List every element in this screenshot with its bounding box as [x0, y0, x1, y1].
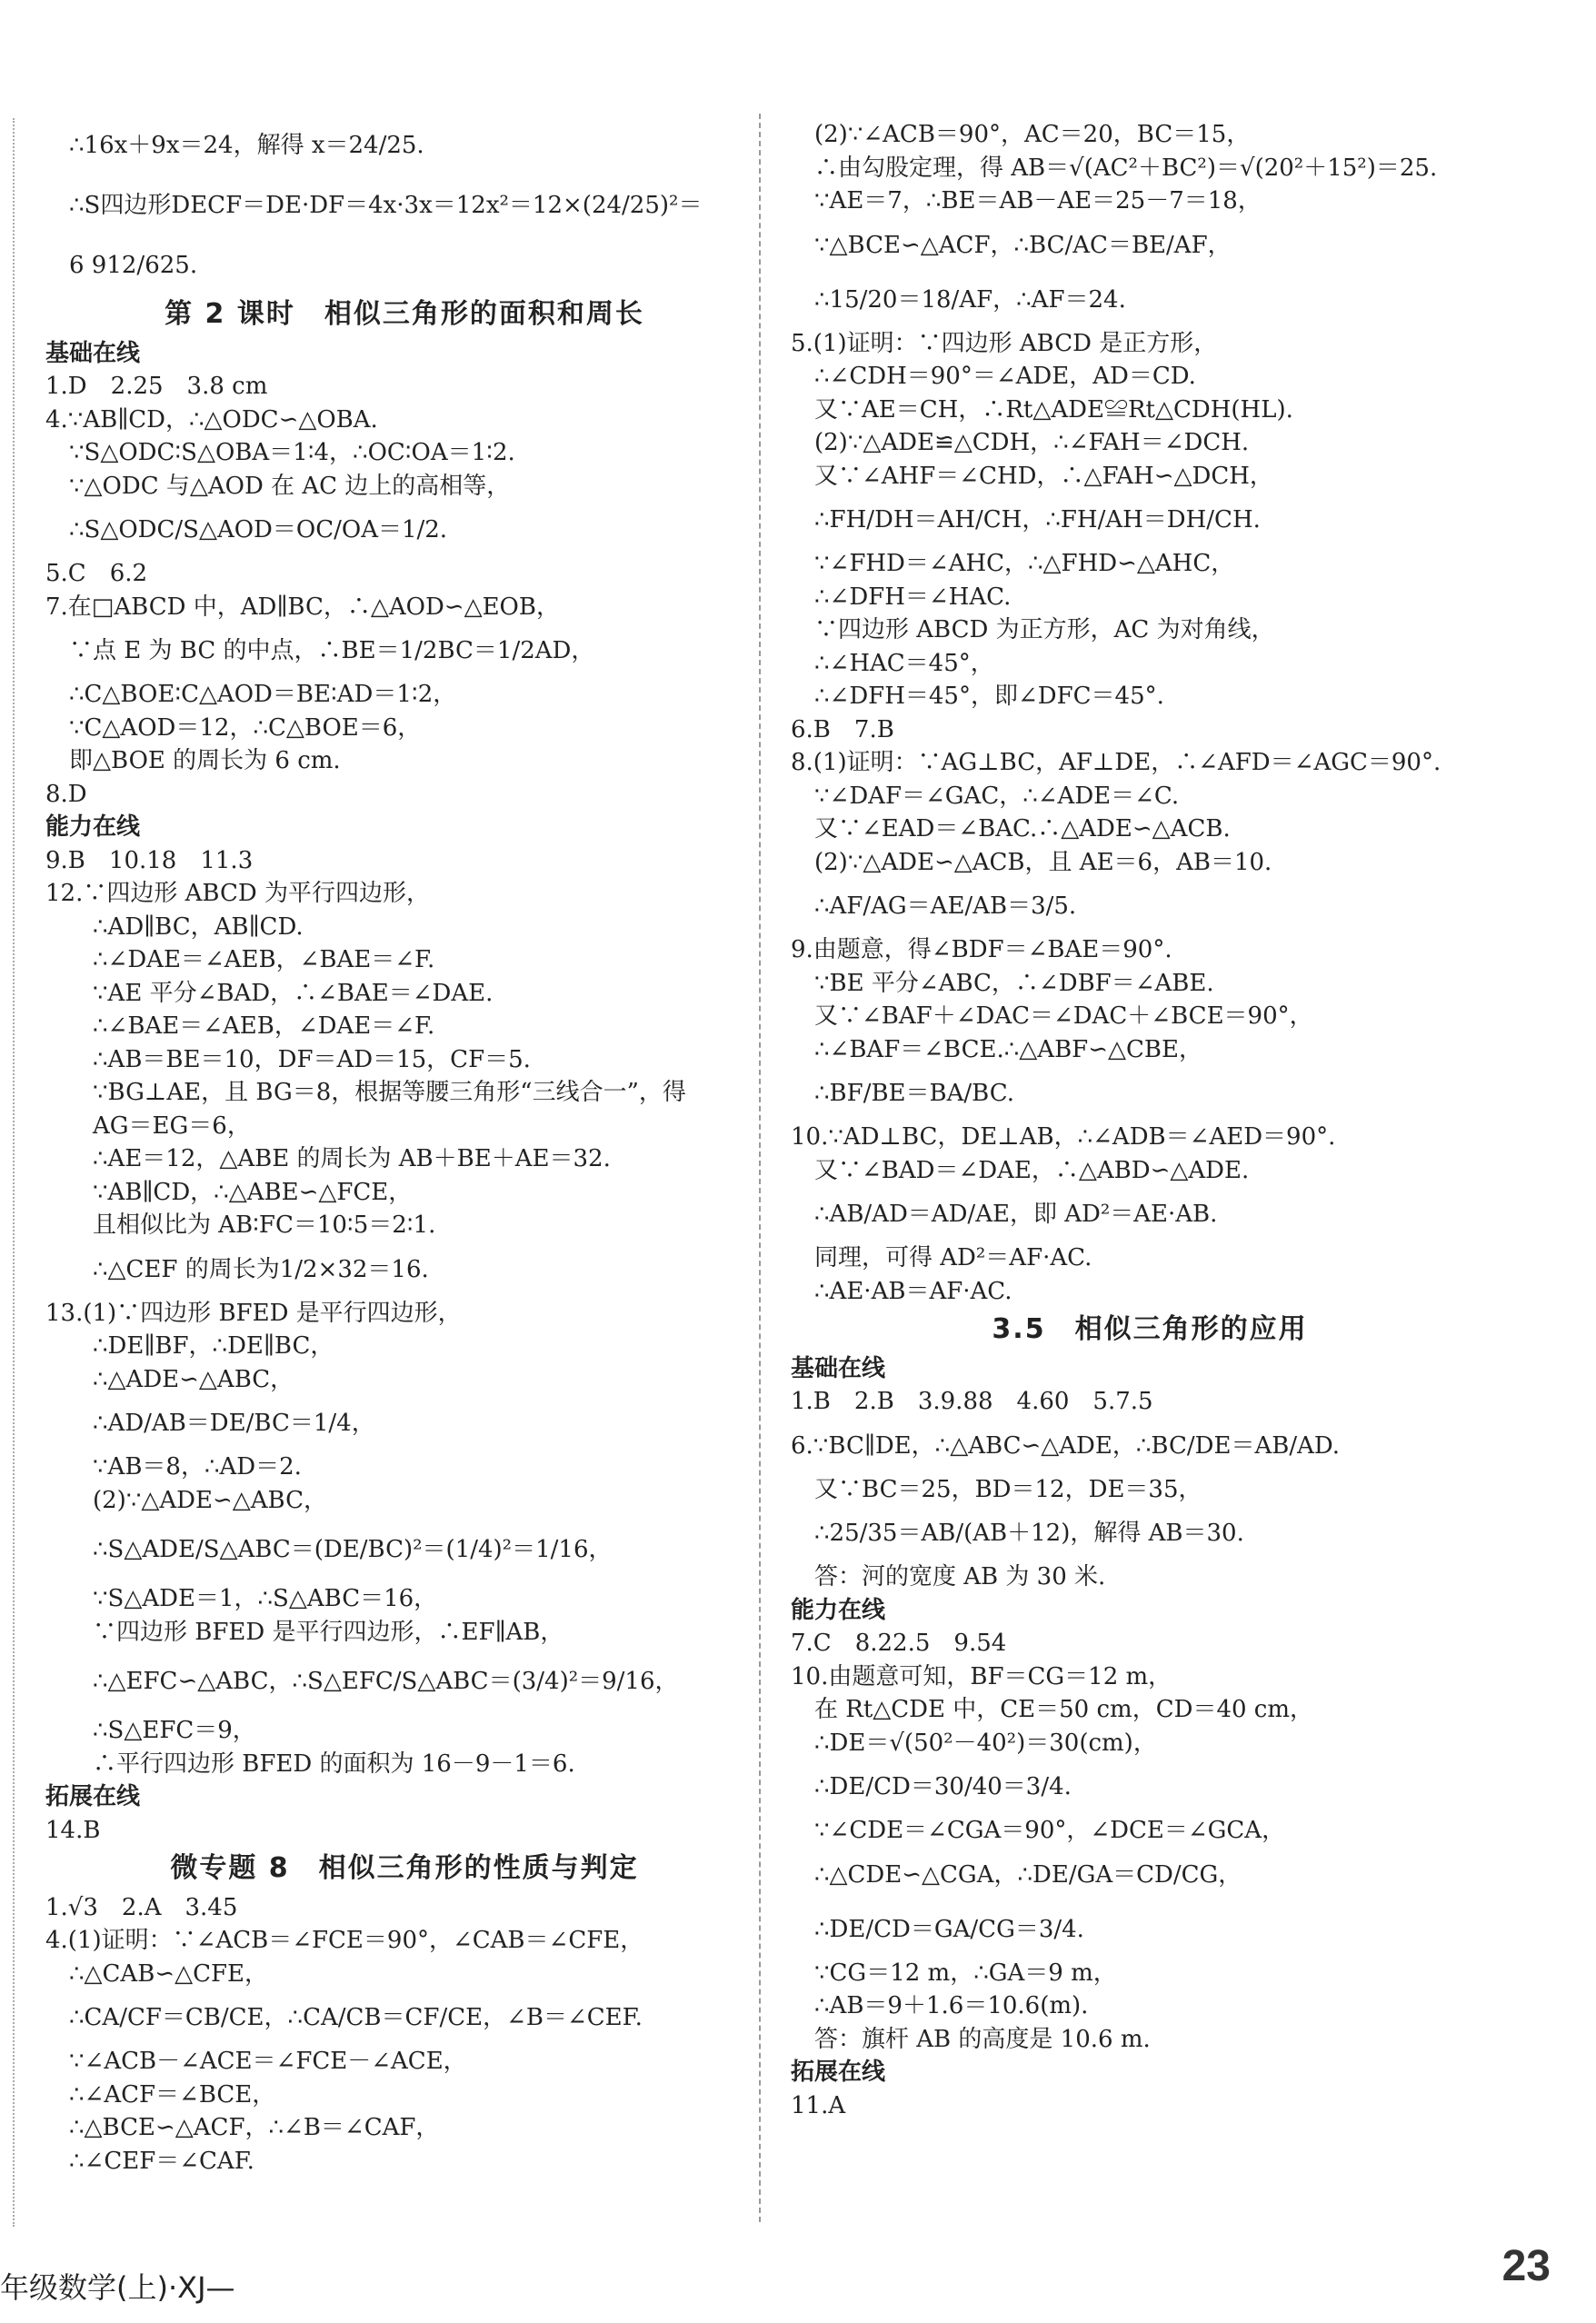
answer-line: 8.(1)证明：∵AG⊥BC，AF⊥DE，∴∠AFD＝∠AGC＝90°. — [791, 749, 1441, 776]
answer-line: 又∵∠EAD＝∠BAC.∴△ADE∽△ACB. — [814, 815, 1231, 842]
answer-line: ∴∠HAC＝45°， — [814, 649, 994, 677]
page-edge-line — [13, 118, 15, 2227]
answer-line: ∵∠CDE＝∠CGA＝90°，∠DCE＝∠GCA， — [814, 1817, 1286, 1844]
lesson-title: 3.5 相似三角形的应用 — [992, 1313, 1308, 1345]
answer-line: ∴△CEF 的周长为1/2×32＝16. — [93, 1255, 429, 1283]
page-number: 23 — [1501, 2242, 1551, 2290]
answer-line: 6.∵BC∥DE，∴△ABC∽△ADE，∴BC/DE＝AB/AD. — [791, 1431, 1341, 1460]
answer-line: ∵∠FHD＝∠AHC，∴△FHD∽△AHC， — [814, 550, 1235, 577]
answer-line: ∴∠BAF＝∠BCE.∴△ABF∽△CBE， — [814, 1035, 1202, 1063]
answer-line: ∴DE∥BF，∴DE∥BC， — [93, 1332, 334, 1360]
section-heading: 基础在线 — [791, 1354, 886, 1382]
answer-line: ∵S△ADE＝1，∴S△ABC＝16， — [93, 1585, 438, 1612]
answer-line: 又∵∠BAF＋∠DAC＝∠DAC＋∠BCE＝90°， — [814, 1002, 1313, 1030]
answer-line: ∴∠CEF＝∠CAF. — [69, 2147, 254, 2175]
answer-line: ∵CG＝12 m，∴GA＝9 m， — [814, 1959, 1117, 1987]
answer-line: ∴AB＝9＋1.6＝10.6(m). — [814, 1992, 1089, 2019]
answer-line: 7.C 8.22.5 9.54 — [791, 1630, 1007, 1657]
answer-line: ∵AE 平分∠BAD，∴∠BAE＝∠DAE. — [93, 979, 494, 1007]
answer-line: ∴平行四边形 BFED 的面积为 16－9－1＝6. — [93, 1750, 575, 1778]
answer-line: ∵△ODC 与△AOD 在 AC 边上的高相等， — [69, 472, 511, 500]
answer-line: ∴AF/AG＝AE/AB＝3/5. — [814, 892, 1077, 920]
answer-line: ∴△CDE∽△CGA，∴DE/GA＝CD/CG， — [814, 1860, 1242, 1889]
answer-line: ∴AB/AD＝AD/AE，即 AD²＝AE·AB. — [814, 1201, 1218, 1228]
answer-line: ∵AE＝7，∴BE＝AB－AE＝25－7＝18， — [814, 187, 1262, 214]
answer-line: ∵四边形 BFED 是平行四边形，∴EF∥AB， — [93, 1618, 564, 1646]
answer-line: 5.C 6.2 — [45, 560, 148, 587]
answer-line: ∴S△ADE/S△ABC＝(DE/BC)²＝(1/4)²＝1/16， — [93, 1536, 613, 1563]
section-heading: 拓展在线 — [45, 1783, 141, 1810]
answer-line: ∴DE＝√(50²－40²)＝30(cm)， — [814, 1729, 1157, 1757]
answer-line: AG＝EG＝6， — [93, 1112, 251, 1140]
answer-line: ∴∠DAE＝∠AEB，∠BAE＝∠F. — [93, 946, 435, 973]
answer-line: ∵S△ODC∶S△OBA＝1∶4，∴OC∶OA＝1∶2. — [69, 439, 515, 466]
answer-line: 1.B 2.B 3.9.88 4.60 5.7.5 — [791, 1388, 1153, 1415]
answer-line: ∵BG⊥AE，且 BG＝8，根据等腰三角形“三线合一”，得 — [93, 1079, 686, 1106]
answer-line: 在 Rt△CDE 中，CE＝50 cm，CD＝40 cm， — [814, 1696, 1314, 1723]
answer-line: ∴AB＝BE＝10，DF＝AD＝15，CF＝5. — [93, 1045, 531, 1073]
answer-line: ∵△BCE∽△ACF，∴BC/AC＝BE/AF， — [814, 231, 1232, 259]
lesson-title: 微专题 8 相似三角形的性质与判定 — [170, 1852, 639, 1884]
answer-line: ∴S△ODC/S△AOD＝OC/OA＝1/2. — [69, 516, 448, 543]
answer-line: 又∵BC＝25，BD＝12，DE＝35， — [814, 1475, 1202, 1503]
answer-line: ∴△ADE∽△ABC， — [93, 1365, 294, 1393]
answer-line: ∴∠CDH＝90°＝∠ADE，AD＝CD. — [814, 363, 1196, 390]
left-column — [45, 118, 763, 2178]
answer-line: 1.√3 2.A 3.45 — [45, 1893, 238, 1921]
answer-line: 8.D — [45, 780, 87, 808]
answer-line: (2)∵△ADE∽△ACB，且 AE＝6，AB＝10. — [814, 848, 1272, 876]
answer-line: 又∵AE＝CH，∴Rt△ADE≌Rt△CDH(HL). — [814, 395, 1293, 424]
answer-line: ∴16x＋9x＝24，解得 x＝24/25. — [69, 132, 424, 159]
answer-line: 9.B 10.18 11.3 — [45, 846, 254, 874]
answer-line: 且相似比为 AB∶FC＝10∶5＝2∶1. — [93, 1211, 436, 1239]
answer-line: (2)∵△ADE≌△CDH，∴∠FAH＝∠DCH. — [814, 429, 1250, 456]
answer-line: ∴25/35＝AB/(AB＋12)，解得 AB＝30. — [814, 1520, 1244, 1547]
answer-line: ∴FH/DH＝AH/CH，∴FH/AH＝DH/CH. — [814, 506, 1261, 533]
answer-line: ∴△CAB∽△CFE， — [69, 1959, 269, 1988]
answer-line: ∴AE＝12，△ABE 的周长为 AB＋BE＋AE＝32. — [93, 1145, 611, 1172]
answer-line: ∴15/20＝18/AF，∴AF＝24. — [814, 285, 1126, 314]
answer-line: 13.(1)∵四边形 BFED 是平行四边形， — [45, 1299, 462, 1327]
answer-line: ∵∠DAF＝∠GAC，∴∠ADE＝∠C. — [814, 782, 1180, 810]
answer-line: ∴AE·AB＝AF·AC. — [814, 1277, 1012, 1305]
answer-line: 1.D 2.25 3.8 cm — [45, 373, 268, 400]
right-column — [791, 118, 1509, 2122]
answer-line: 6 912/625. — [69, 252, 198, 279]
answer-line: ∴S四边形DECF＝DE·DF＝4x·3x＝12x²＝12×(24/25)²＝ — [69, 192, 703, 219]
answer-line: (2)∵△ADE∽△ABC， — [93, 1486, 328, 1514]
answer-line: ∵BE 平分∠ABC，∴∠DBF＝∠ABE. — [814, 969, 1214, 997]
answer-line: 9.由题意，得∠BDF＝∠BAE＝90°. — [791, 936, 1172, 963]
answer-line: (2)∵∠ACB＝90°，AC＝20，BC＝15， — [814, 121, 1251, 148]
answer-line: ∴∠DFH＝45°，即∠DFC＝45°. — [814, 683, 1164, 710]
answer-line: ∵C△AOD＝12，∴C△BOE＝6， — [69, 713, 422, 742]
answer-line: 11.A — [791, 2091, 846, 2119]
answer-line: ∴△EFC∽△ABC，∴S△EFC/S△ABC＝(3/4)²＝9/16， — [93, 1668, 679, 1695]
answer-line: 4.∵AB∥CD，∴△ODC∽△OBA. — [45, 405, 378, 434]
answer-line: 10.∵AD⊥BC，DE⊥AB，∴∠ADB＝∠AED＝90°. — [791, 1123, 1336, 1151]
answer-line: 即△BOE 的周长为 6 cm. — [69, 747, 341, 774]
answer-line: 6.B 7.B — [791, 715, 894, 743]
answer-line: ∴CA/CF＝CB/CE，∴CA/CB＝CF/CE，∠B＝∠CEF. — [69, 2004, 643, 2031]
answer-line: ∴由勾股定理，得 AB＝√(AC²＋BC²)＝√(20²＋15²)＝25. — [814, 154, 1438, 182]
answer-line: 又∵∠BAD＝∠DAE，∴△ABD∽△ADE. — [814, 1156, 1250, 1184]
answer-line: 4.(1)证明：∵∠ACB＝∠FCE＝90°，∠CAB＝∠CFE， — [45, 1927, 644, 1954]
section-heading: 能力在线 — [45, 813, 141, 841]
answer-line: ∵四边形 ABCD 为正方形，AC 为对角线， — [814, 616, 1275, 643]
answer-line: ∵AB∥CD，∴△ABE∽△FCE， — [93, 1178, 413, 1206]
section-heading: 拓展在线 — [791, 2059, 886, 2086]
answer-line: ∴DE/CD＝30/40＝3/4. — [814, 1773, 1072, 1800]
answer-line: ∴△BCE∽△ACF，∴∠B＝∠CAF， — [69, 2114, 440, 2141]
answer-line: ∵∠ACB－∠ACE＝∠FCE－∠ACE， — [69, 2048, 467, 2075]
answer-line: 10.由题意可知，BF＝CG＝12 m， — [791, 1662, 1172, 1690]
answer-line: ∴BF/BE＝BA/BC. — [814, 1080, 1014, 1107]
answer-line: 又∵∠AHF＝∠CHD，∴△FAH∽△DCH， — [814, 462, 1273, 490]
answer-line: ∴∠ACF＝∠BCE， — [69, 2080, 276, 2109]
answer-line: 同理，可得 AD²＝AF·AC. — [814, 1244, 1092, 1271]
answer-line: ∴DE/CD＝GA/CG＝3/4. — [814, 1915, 1084, 1943]
answer-line: ∴AD∥BC，AB∥CD. — [93, 912, 304, 941]
section-heading: 基础在线 — [45, 339, 141, 367]
answer-line: 答：河的宽度 AB 为 30 米. — [814, 1563, 1106, 1590]
answer-line: 5.(1)证明：∵四边形 ABCD 是正方形， — [791, 329, 1218, 357]
lesson-title: 第 2 课时 相似三角形的面积和周长 — [165, 298, 644, 330]
footer-subject: 年级数学(上)·XJ— — [0, 2270, 235, 2305]
answer-line: ∴AD/AB＝DE/BC＝1/4， — [93, 1410, 375, 1437]
column-divider — [759, 114, 761, 2222]
answer-line: ∵AB＝8，∴AD＝2. — [93, 1453, 302, 1481]
answer-line: ∴C△BOE∶C△AOD＝BE∶AD＝1∶2， — [69, 681, 457, 708]
answer-line: 14.B — [45, 1816, 101, 1844]
answer-line: 7.在□ABCD 中，AD∥BC，∴△AOD∽△EOB， — [45, 593, 560, 621]
answer-line: ∴∠DFH＝∠HAC. — [814, 583, 1012, 611]
answer-line: 答：旗杆 AB 的高度是 10.6 m. — [814, 2025, 1151, 2053]
section-heading: 能力在线 — [791, 1596, 886, 1624]
answer-line: ∵点 E 为 BC 的中点，∴BE＝1/2BC＝1/2AD， — [69, 637, 595, 664]
answer-line: ∴S△EFC＝9， — [93, 1717, 256, 1744]
answer-line: 12.∵四边形 ABCD 为平行四边形， — [45, 880, 430, 907]
answer-line: ∴∠BAE＝∠AEB，∠DAE＝∠F. — [93, 1012, 435, 1040]
